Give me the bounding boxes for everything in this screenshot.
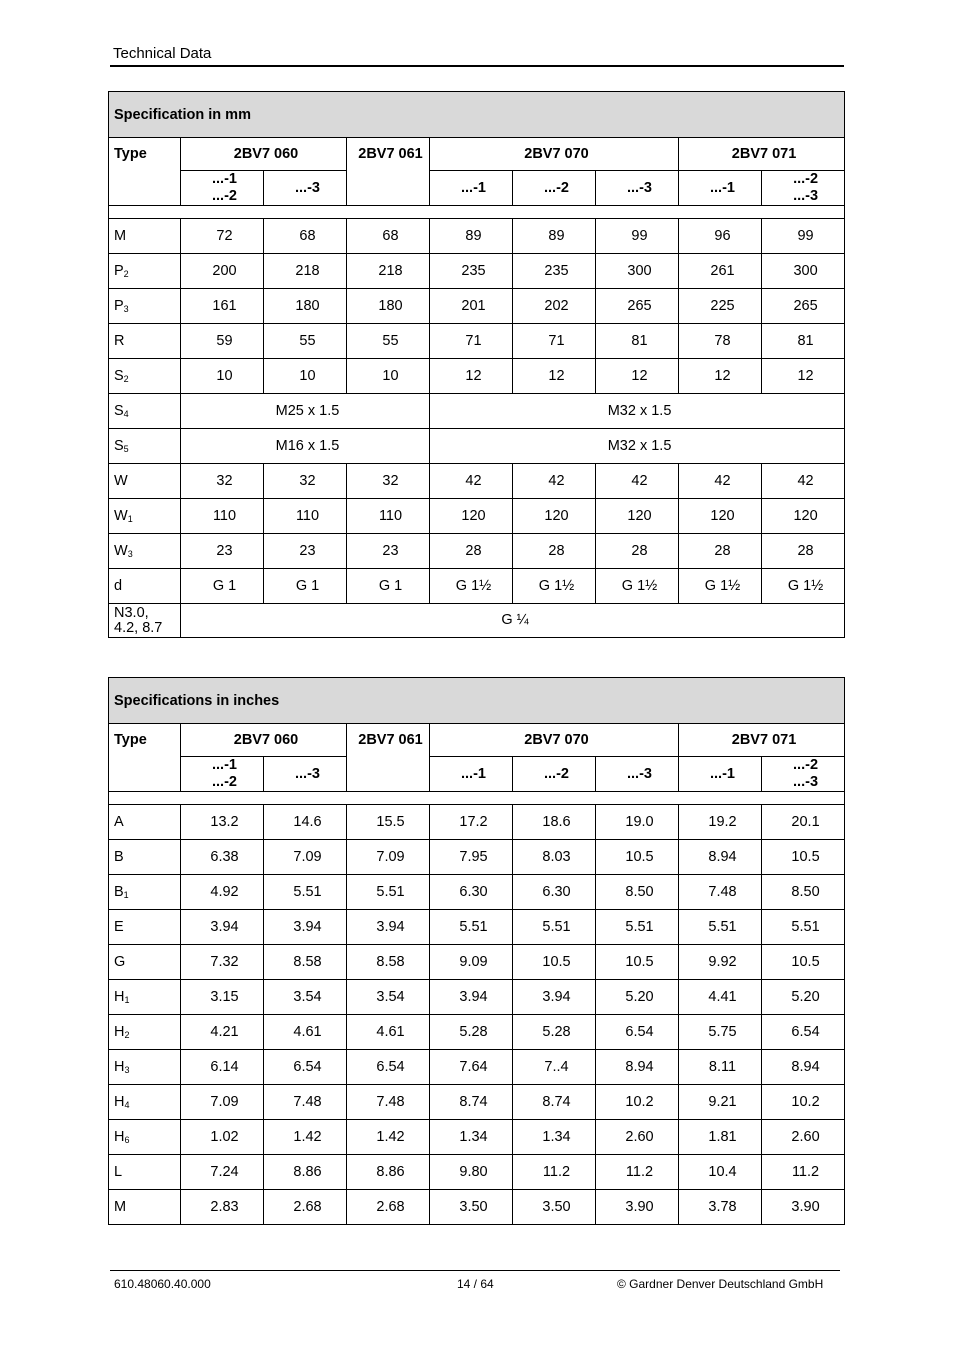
value-cell: 7.48 (347, 1085, 430, 1120)
value-cell: G 1 (347, 569, 430, 604)
subtype-cell: ...-3 (264, 171, 347, 206)
row-label: $H_4$ (109, 1085, 181, 1120)
value-cell: 4.61 (264, 1015, 347, 1050)
value-cell: 19.0 (596, 805, 679, 840)
value-cell: 110 (181, 499, 264, 534)
value-cell: 120 (430, 499, 513, 534)
value-cell: M32 x 1.5 (430, 394, 845, 429)
group-header: 2BV7 061 (347, 138, 430, 171)
row-label: $W_1$ (109, 499, 181, 534)
value-cell: 3.15 (181, 980, 264, 1015)
table-row (109, 1155, 845, 1190)
subtype-cell: ...-2 ...-3 (762, 757, 845, 792)
table-row (109, 1015, 845, 1050)
type-label: Type (109, 138, 181, 171)
row-label: N3.0, 4.2, 8.7 (109, 604, 181, 638)
value-cell: G 1½ (762, 569, 845, 604)
value-cell: 225 (679, 289, 762, 324)
row-label: $H_2$ (109, 1015, 181, 1050)
value-cell: 28 (430, 534, 513, 569)
value-cell: 1.02 (181, 1120, 264, 1155)
value-cell: 3.94 (181, 910, 264, 945)
value-cell: 4.21 (181, 1015, 264, 1050)
footer-page-number: 14 / 64 (457, 1277, 494, 1291)
value-cell: 28 (596, 534, 679, 569)
value-cell: 2.68 (347, 1190, 430, 1225)
value-cell: 9.80 (430, 1155, 513, 1190)
value-cell: 28 (762, 534, 845, 569)
value-cell: 2.68 (264, 1190, 347, 1225)
value-cell: 202 (513, 289, 596, 324)
header-rule (110, 65, 844, 67)
value-cell: 10.2 (596, 1085, 679, 1120)
value-cell: 7.48 (679, 875, 762, 910)
value-cell: 8.94 (762, 1050, 845, 1085)
value-cell: 8.74 (430, 1085, 513, 1120)
value-cell: 55 (347, 324, 430, 359)
subtype-cell: ...-1 ...-2 (181, 757, 264, 792)
value-cell: G 1 (181, 569, 264, 604)
value-cell: 9.92 (679, 945, 762, 980)
value-cell: 71 (513, 324, 596, 359)
value-cell: 261 (679, 254, 762, 289)
value-cell: 5.75 (679, 1015, 762, 1050)
row-label: G (109, 945, 181, 980)
value-cell: 3.90 (596, 1190, 679, 1225)
value-cell: 8.50 (596, 875, 679, 910)
value-cell: 3.54 (264, 980, 347, 1015)
value-cell: 10.4 (679, 1155, 762, 1190)
value-cell: 72 (181, 219, 264, 254)
table-row (109, 1120, 845, 1155)
value-cell: 42 (679, 464, 762, 499)
value-cell: 180 (347, 289, 430, 324)
value-cell: M16 x 1.5 (181, 429, 430, 464)
value-cell: 89 (513, 219, 596, 254)
value-cell: 1.34 (430, 1120, 513, 1155)
value-cell: 11.2 (596, 1155, 679, 1190)
table-row (109, 840, 845, 875)
value-cell: 99 (596, 219, 679, 254)
value-cell: 4.41 (679, 980, 762, 1015)
value-cell: 7.09 (264, 840, 347, 875)
value-cell: 5.51 (513, 910, 596, 945)
table-row (109, 875, 845, 910)
value-cell: 120 (596, 499, 679, 534)
value-cell: 8.11 (679, 1050, 762, 1085)
value-cell: 10 (264, 359, 347, 394)
value-cell: 9.21 (679, 1085, 762, 1120)
value-cell: 8.50 (762, 875, 845, 910)
value-cell: 8.86 (347, 1155, 430, 1190)
spec-table-mm (108, 91, 845, 638)
row-label: A (109, 805, 181, 840)
subtype-cell: ...-1 (430, 757, 513, 792)
value-cell: 120 (679, 499, 762, 534)
value-cell: 8.58 (264, 945, 347, 980)
type-label: Type (109, 724, 181, 757)
table-row (109, 254, 845, 289)
value-cell: 201 (430, 289, 513, 324)
table-row (109, 1190, 845, 1225)
value-cell: 42 (513, 464, 596, 499)
value-cell: G 1½ (430, 569, 513, 604)
value-cell: 110 (347, 499, 430, 534)
value-cell: 23 (264, 534, 347, 569)
value-cell: 7.09 (181, 1085, 264, 1120)
value-cell: 3.90 (762, 1190, 845, 1225)
subtype-cell: ...-1 (679, 757, 762, 792)
value-cell: G ¼ (181, 604, 845, 638)
value-cell: 180 (264, 289, 347, 324)
table-row (109, 910, 845, 945)
value-cell: 7.64 (430, 1050, 513, 1085)
value-cell: 3.54 (347, 980, 430, 1015)
value-cell: 55 (264, 324, 347, 359)
value-cell: 4.61 (347, 1015, 430, 1050)
value-cell: 3.94 (430, 980, 513, 1015)
row-label: M (109, 219, 181, 254)
value-cell: 6.14 (181, 1050, 264, 1085)
row-label: $B_1$ (109, 875, 181, 910)
value-cell: 6.38 (181, 840, 264, 875)
subtype-cell: ...-1 (430, 171, 513, 206)
value-cell: G 1 (264, 569, 347, 604)
value-cell: 200 (181, 254, 264, 289)
value-cell: 1.81 (679, 1120, 762, 1155)
value-cell: 12 (513, 359, 596, 394)
value-cell: 120 (762, 499, 845, 534)
row-label: E (109, 910, 181, 945)
table-row (109, 534, 845, 569)
subtype-cell: ...-1 ...-2 (181, 171, 264, 206)
footer-copyright: © Gardner Denver Deutschland GmbH (617, 1277, 824, 1291)
table-row (109, 429, 845, 464)
value-cell: 10.5 (596, 945, 679, 980)
value-cell: 7.24 (181, 1155, 264, 1190)
value-cell: 19.2 (679, 805, 762, 840)
row-label: R (109, 324, 181, 359)
table-row (109, 1050, 845, 1085)
value-cell: 3.94 (513, 980, 596, 1015)
value-cell: 218 (347, 254, 430, 289)
table-row (109, 394, 845, 429)
value-cell: 32 (347, 464, 430, 499)
subtype-cell: ...-2 (513, 171, 596, 206)
table-row (109, 604, 845, 638)
value-cell: 3.78 (679, 1190, 762, 1225)
row-label: d (109, 569, 181, 604)
value-cell: 9.09 (430, 945, 513, 980)
subtype-cell: ...-3 (596, 757, 679, 792)
value-cell: 5.20 (596, 980, 679, 1015)
value-cell: 10.5 (762, 945, 845, 980)
value-cell: 7.95 (430, 840, 513, 875)
value-cell: 265 (596, 289, 679, 324)
value-cell: 12 (679, 359, 762, 394)
value-cell: 235 (430, 254, 513, 289)
value-cell: M25 x 1.5 (181, 394, 430, 429)
value-cell: 11.2 (762, 1155, 845, 1190)
value-cell: 59 (181, 324, 264, 359)
value-cell: 28 (679, 534, 762, 569)
value-cell: 99 (762, 219, 845, 254)
subtype-cell: ...-2 ...-3 (762, 171, 845, 206)
value-cell: 2.60 (596, 1120, 679, 1155)
value-cell: 3.50 (430, 1190, 513, 1225)
page-header-title: Technical Data (113, 45, 212, 62)
value-cell: 28 (513, 534, 596, 569)
value-cell: 32 (181, 464, 264, 499)
row-label: $P_3$ (109, 289, 181, 324)
row-label: M (109, 1190, 181, 1225)
table-title: Specifications in inches (109, 678, 845, 724)
value-cell: 3.50 (513, 1190, 596, 1225)
value-cell: 10.5 (596, 840, 679, 875)
value-cell: 12 (430, 359, 513, 394)
value-cell: 5.51 (264, 875, 347, 910)
table-title: Specification in mm (109, 92, 845, 138)
value-cell: 8.58 (347, 945, 430, 980)
table-row (109, 464, 845, 499)
value-cell: 12 (596, 359, 679, 394)
value-cell: 14.6 (264, 805, 347, 840)
value-cell: 18.6 (513, 805, 596, 840)
value-cell: G 1½ (513, 569, 596, 604)
value-cell: 6.54 (762, 1015, 845, 1050)
value-cell: 81 (762, 324, 845, 359)
value-cell: 161 (181, 289, 264, 324)
value-cell: 11.2 (513, 1155, 596, 1190)
value-cell: 5.51 (347, 875, 430, 910)
value-cell: 15.5 (347, 805, 430, 840)
value-cell: 5.51 (596, 910, 679, 945)
value-cell: 42 (430, 464, 513, 499)
value-cell: 300 (762, 254, 845, 289)
value-cell: 10.5 (762, 840, 845, 875)
table-row (109, 569, 845, 604)
value-cell: 5.51 (762, 910, 845, 945)
value-cell: 13.2 (181, 805, 264, 840)
row-label: $H_1$ (109, 980, 181, 1015)
value-cell: G 1½ (596, 569, 679, 604)
value-cell: 8.74 (513, 1085, 596, 1120)
value-cell: 8.86 (264, 1155, 347, 1190)
value-cell: 78 (679, 324, 762, 359)
value-cell: 71 (430, 324, 513, 359)
value-cell: 7..4 (513, 1050, 596, 1085)
value-cell: 10.2 (762, 1085, 845, 1120)
value-cell: 6.30 (513, 875, 596, 910)
row-label: $P_2$ (109, 254, 181, 289)
group-header: 2BV7 071 (679, 724, 845, 757)
value-cell: 89 (430, 219, 513, 254)
row-label: $H_6$ (109, 1120, 181, 1155)
value-cell: 3.94 (264, 910, 347, 945)
value-cell: 6.54 (347, 1050, 430, 1085)
value-cell: 5.20 (762, 980, 845, 1015)
value-cell: 10 (181, 359, 264, 394)
group-header: 2BV7 060 (181, 724, 347, 757)
row-label: B (109, 840, 181, 875)
value-cell: G 1½ (679, 569, 762, 604)
group-header: 2BV7 061 (347, 724, 430, 757)
value-cell: 2.60 (762, 1120, 845, 1155)
value-cell: 23 (181, 534, 264, 569)
value-cell: 1.34 (513, 1120, 596, 1155)
value-cell: 1.42 (264, 1120, 347, 1155)
group-header: 2BV7 070 (430, 138, 679, 171)
value-cell: 17.2 (430, 805, 513, 840)
value-cell: 81 (596, 324, 679, 359)
value-cell: 20.1 (762, 805, 845, 840)
group-header: 2BV7 071 (679, 138, 845, 171)
table-row (109, 359, 845, 394)
value-cell: 8.94 (596, 1050, 679, 1085)
value-cell: 5.51 (430, 910, 513, 945)
value-cell: 7.09 (347, 840, 430, 875)
row-label: L (109, 1155, 181, 1190)
value-cell: 300 (596, 254, 679, 289)
value-cell: 32 (264, 464, 347, 499)
value-cell: 120 (513, 499, 596, 534)
value-cell: 6.54 (596, 1015, 679, 1050)
value-cell: 265 (762, 289, 845, 324)
row-label: $H_3$ (109, 1050, 181, 1085)
value-cell: 7.48 (264, 1085, 347, 1120)
value-cell: 218 (264, 254, 347, 289)
table-row (109, 289, 845, 324)
value-cell: M32 x 1.5 (430, 429, 845, 464)
value-cell: 235 (513, 254, 596, 289)
value-cell: 5.28 (513, 1015, 596, 1050)
value-cell: 23 (347, 534, 430, 569)
group-header: 2BV7 060 (181, 138, 347, 171)
table-row (109, 805, 845, 840)
value-cell: 42 (596, 464, 679, 499)
footer-doc-number: 610.48060.40.000 (114, 1277, 211, 1291)
spec-table-inches (108, 677, 845, 1225)
group-header: 2BV7 070 (430, 724, 679, 757)
value-cell: 3.94 (347, 910, 430, 945)
table-row (109, 1085, 845, 1120)
value-cell: 5.51 (679, 910, 762, 945)
subtype-cell: ...-1 (679, 171, 762, 206)
table-row (109, 499, 845, 534)
row-label: $S_5$ (109, 429, 181, 464)
value-cell: 4.92 (181, 875, 264, 910)
table-row (109, 945, 845, 980)
value-cell: 6.54 (264, 1050, 347, 1085)
subtype-cell: ...-2 (513, 757, 596, 792)
value-cell: 7.32 (181, 945, 264, 980)
row-label: $W_3$ (109, 534, 181, 569)
value-cell: 1.42 (347, 1120, 430, 1155)
value-cell: 5.28 (430, 1015, 513, 1050)
row-label: $S_2$ (109, 359, 181, 394)
table-row (109, 980, 845, 1015)
value-cell: 42 (762, 464, 845, 499)
value-cell: 68 (347, 219, 430, 254)
row-label: $S_4$ (109, 394, 181, 429)
value-cell: 96 (679, 219, 762, 254)
table-row (109, 324, 845, 359)
table-row (109, 219, 845, 254)
value-cell: 10.5 (513, 945, 596, 980)
footer-rule (110, 1270, 840, 1271)
value-cell: 8.03 (513, 840, 596, 875)
value-cell: 68 (264, 219, 347, 254)
value-cell: 10 (347, 359, 430, 394)
row-label: W (109, 464, 181, 499)
value-cell: 8.94 (679, 840, 762, 875)
value-cell: 12 (762, 359, 845, 394)
value-cell: 6.30 (430, 875, 513, 910)
value-cell: 110 (264, 499, 347, 534)
value-cell: 2.83 (181, 1190, 264, 1225)
subtype-cell: ...-3 (596, 171, 679, 206)
subtype-cell: ...-3 (264, 757, 347, 792)
